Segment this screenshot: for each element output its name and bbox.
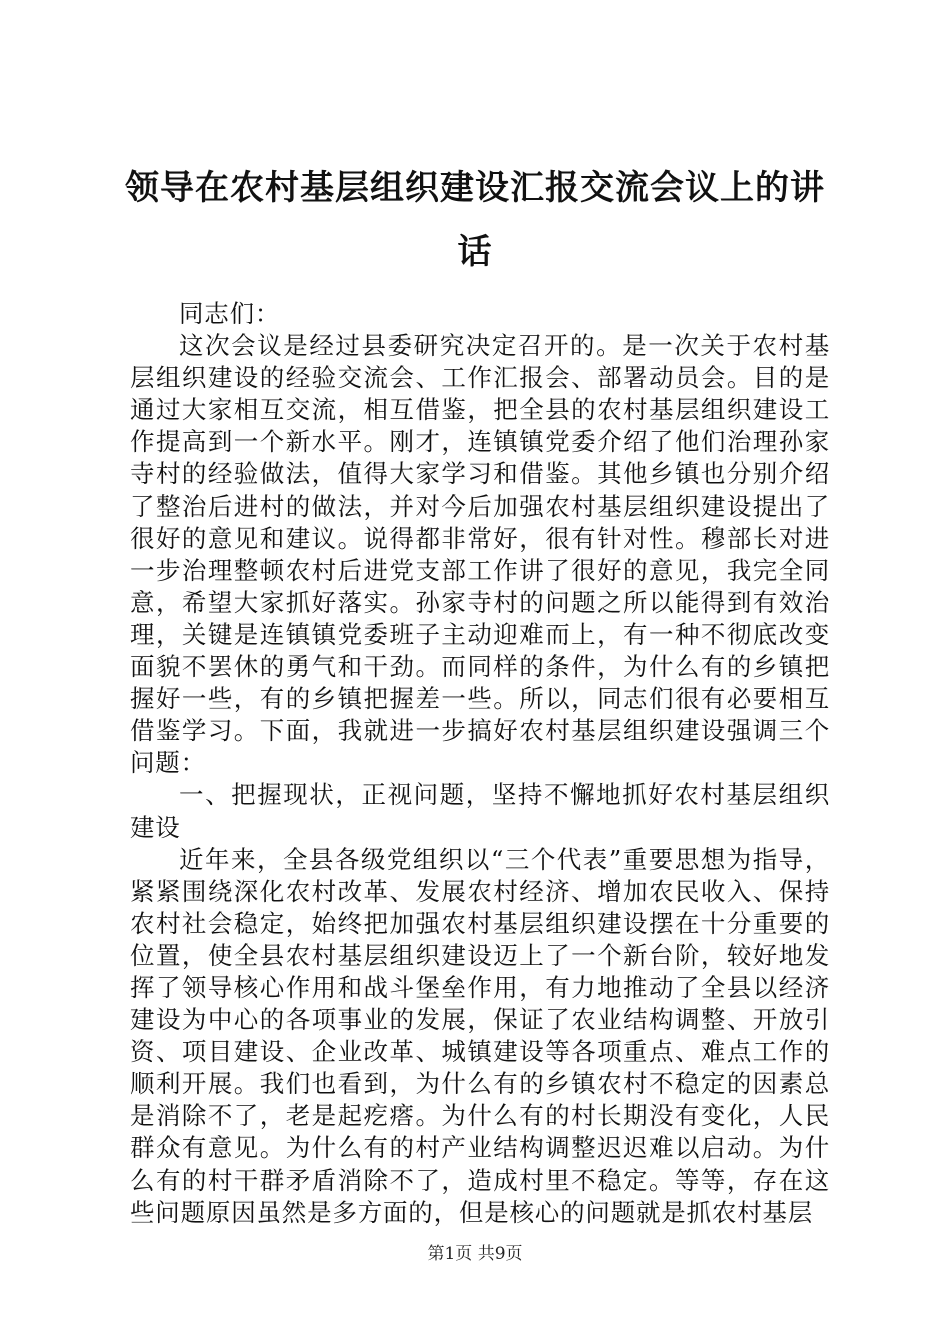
salutation-paragraph: 同志们： bbox=[179, 299, 281, 328]
document-body bbox=[130, 298, 830, 1229]
page-footer: 第1页 共9页 bbox=[427, 1244, 523, 1264]
section-heading-1: 一、把握现状，正视问题，坚持不懈地抓好农村基层组织建设 bbox=[130, 780, 830, 842]
intro-paragraph: 这次会议是经过县委研究决定召开的。是一次关于农村基层组织建设的经验交流会、工作汇报会、部署动员会。目的是通过大家相互交流，相互借鉴，把全县的农村基层组织建设工作提高到一个新水平。刚才，连镇镇党委介绍了他们治理孙家寺村的经验做法，值得大家学习和借鉴。其他乡镇也分别介绍了整治后进村的做法，并对今后加强农村基层组织建设提出了很好的意见和建议。说得都非常好，很有针对性。穆部长对进一步治理整顿农村后进党支部工作讲了很好的意见，我完全同意，希望大家抓好落实。孙家寺村的问题之所以能得到有效治理，关键是连镇镇党委班子主动迎难而上，有一种不彻底改变面貌不罢休的勇气和干劲。而同样的条件，为什么有的乡镇把握好一些，有的乡镇把握差一些。所以，同志们很有必要相互借鉴学习。下面，我就进一步搞好农村基层组织建设强调三个问题： bbox=[130, 331, 830, 778]
document-title: 领导在农村基层组织建设汇报交流会议上的讲话 bbox=[125, 168, 825, 272]
section-1-paragraph: 近年来，全县各级党组织以“三个代表”重要思想为指导，紧紧围绕深化农村改革、发展农村经济、增加农民收入、保持农村社会稳定，始终把加强农村基层组织建设摆在十分重要的位置，使全县农村基层组织建设迈上了一个新台阶，较好地发挥了领导核心作用和战斗堡垒作用，有力地推动了全县以经济建设为中心的各项事业的发展，保证了农业结构调整、开放引资、项目建设、企业改革、城镇建设等各项重点、难点工作的顺利开展。我们也看到，为什么有的乡镇农村不稳定的因素总是消除不了，老是起疙瘩。为什么有的村长期没有变化，人民群众有意见。为什么有的村产业结构调整迟迟难以启动。为什么有的村干群矛盾消除不了，造成村里不稳定。等等，存在这些问题原因虽然是多方面的，但是核心的问题就是抓农村基层 bbox=[130, 844, 830, 1227]
